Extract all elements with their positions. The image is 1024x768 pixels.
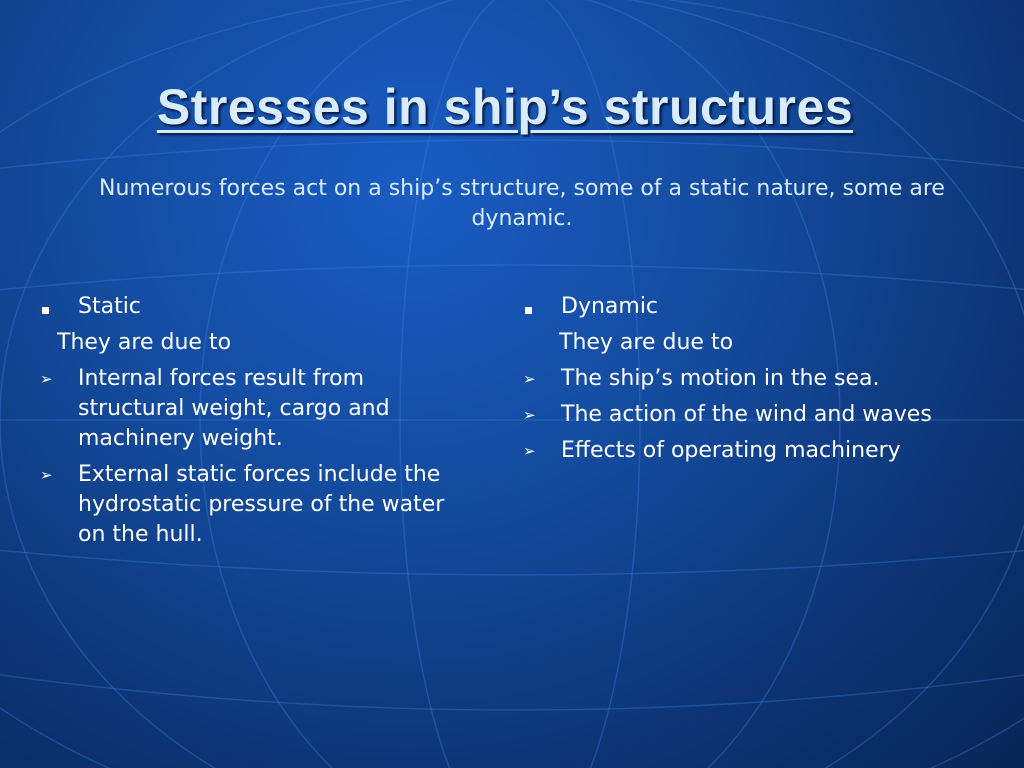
arrow-bullet-icon: ➢ [40,370,53,388]
slide-title: Stresses in ship’s structures [156,79,854,135]
dynamic-item [521,436,951,466]
dynamic-column [521,292,951,472]
static-heading: Static [78,294,141,319]
slide-subtitle: Numerous forces act on a ship’s structure, some of a static nature, some are dynamic. [99,176,945,231]
arrow-bullet-icon: ➢ [40,466,53,484]
dynamic-heading-row [521,292,951,322]
arrow-bullet-icon: ➢ [523,442,536,460]
static-item [38,364,468,454]
arrow-bullet-icon: ➢ [523,406,536,424]
static-intro: They are due to [57,330,232,355]
dynamic-item-text: The ship’s motion in the sea. [561,366,880,391]
static-item-text: Internal forces result from structural weight, cargo and machinery weight. [78,366,390,451]
square-bullet-icon [42,307,49,314]
dynamic-item-text: The action of the wind and waves [561,402,932,427]
dynamic-item [521,364,951,394]
dynamic-item-text: Effects of operating machinery [561,438,901,463]
dynamic-intro: They are due to [559,330,734,355]
arrow-bullet-icon: ➢ [523,370,536,388]
static-column [38,292,468,556]
dynamic-heading: Dynamic [561,294,659,319]
static-item-text: External static forces include the hydrostatic pressure of the water on the hull. [78,462,445,547]
dynamic-item [521,400,951,430]
static-heading-row [38,292,468,322]
static-item [38,460,468,550]
square-bullet-icon [525,307,532,314]
